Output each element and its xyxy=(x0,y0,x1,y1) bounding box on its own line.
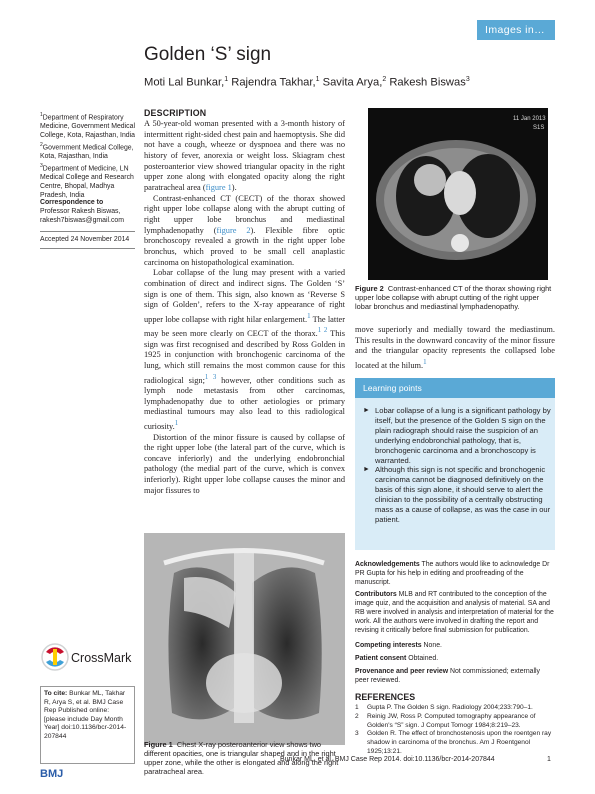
reference-item[interactable]: 1 Gupta P. The Golden S sign. Radiology 2004;233:790–1. xyxy=(355,704,533,711)
affiliations xyxy=(40,111,135,201)
svg-text:S1S: S1S xyxy=(533,125,545,131)
reference-item[interactable]: 2 Reinig JW, Ross P. Computed tomography appearance of Golden's “S” sign. J Comput Tomogr 1984;8:219–23. xyxy=(355,712,536,729)
footer-citation: Bunkar ML, et al. BMJ Case Rep 2014. doi:10.1136/bcr-2014-207844 xyxy=(280,756,495,763)
accepted-date: Accepted 24 November 2014 xyxy=(40,236,130,243)
section-banner: Images in… xyxy=(477,20,555,40)
figure-link[interactable]: figure 1 xyxy=(205,182,232,192)
acknowledgements: Acknowledgements The authors would like to acknowledge Dr PR Gupta for his help in editing and proofreading of the manuscript. xyxy=(355,561,550,586)
bullet-arrow-icon: ► xyxy=(363,466,370,474)
author-name[interactable]: Savita Arya, xyxy=(322,76,383,89)
citation-link[interactable]: 1 xyxy=(423,357,427,366)
page-number: 1 xyxy=(547,756,551,763)
affiliation-item: $^2$Government Medical College, Kota, Rajasthan, India xyxy=(40,142,134,161)
citation-link[interactable]: 1 xyxy=(174,419,179,428)
description-heading: DESCRIPTION xyxy=(144,108,207,118)
ct-scan-image xyxy=(368,108,548,280)
learning-points-heading: Learning points xyxy=(355,378,555,398)
author-name[interactable]: Moti Lal Bunkar, xyxy=(144,76,225,89)
figure2-caption: Figure 2 Contrast-enhanced CT of the thorax showing right upper lobe collapse with abrupt cutting of the right upper lobar bronchus and mediastinal lymphadenopathy. xyxy=(355,284,552,311)
paragraph: A 50-year-old woman presented with a 3-month history of intermittent right-sided chest pain and haemoptysis. She did not have a cough, wheeze or dyspnoea and there was no history of fever, anorexia or weight loss. Skiagram chest posteroanterior view showed triangular opacity in the right upper zone along with elongated opacity along the right paratracheal area (figure 1). xyxy=(144,119,345,192)
chest-xray-image xyxy=(144,533,345,745)
description-continued: move superiorly and medially toward the mediastinum. This results in the downward concavity of the minor fissure and the triangular opacity represents the collapsed lobe located at the hilum.$^1$ xyxy=(355,325,555,370)
figure-label: Figure 2 xyxy=(355,284,384,293)
patient-consent: Patient consent Obtained. xyxy=(355,655,439,662)
author-list xyxy=(144,76,470,89)
bullet-arrow-icon: ► xyxy=(363,407,370,414)
cite-heading: To cite: xyxy=(44,690,68,697)
references-list xyxy=(355,704,555,757)
citation-link[interactable]: 1 2 xyxy=(317,326,328,335)
correspondence-email[interactable]: rakesh7biswas@gmail.com xyxy=(40,216,124,224)
contributors: Contributors MLB and RT contributed to the conception of the image quiz, and the acquisition and analysis of material. SA and RB were involved in analysis and interpretation of material for the work. All the authors were involved in drafting the report and revising it critically before final submission for publication. xyxy=(355,591,554,634)
learning-points-list xyxy=(361,406,551,525)
paragraph: Lobar collapse of the lung may present with a varied combination of direct and indirect signs. The Golden ‘S’ sign is one of them. This sign, also known as ‘Reverse S sign of Golden’, refers to the X-ray appearance of right upper lobe collapse with right hilar enlargement.$^1$ The latter may be seen more clearly on CECT of the thorax.$^{1 2}$ This sign was first recognised and described by Ross Golden in 1925 in conjunction with bronchogenic carcinoma of the lung, which still remains the most common cause for this radiological sign;$^{1 3}$ however, other conditions such as lymph node metastasis from other carcinomas, lymphadenopathy due to other aetiologies or primary mediastinal tumours may also lead to this radiological curiosity.$^1$ xyxy=(144,268,345,431)
author-name[interactable]: Rakesh Biswas xyxy=(389,76,466,89)
citation-link[interactable]: 1 xyxy=(307,311,311,320)
author-affiliation-mark: 2 xyxy=(382,76,387,83)
author-affiliation-mark: 1 xyxy=(224,76,229,83)
reference-item[interactable]: 3 Golden R. The effect of bronchostenosis upon the roentgen ray shadow in carcinoma of the bronchus. Am J Roentgenol 1925;13:21. xyxy=(355,730,552,755)
learning-point: ► Although this sign is not specific and bronchogenic carcinoma cannot be diagnosed definitively on the basis of this sign alone, it should serve to alert the clinician to the possibility of a centrally obstructing mass as a cause of collapse, as was the case in our patient. xyxy=(363,465,551,524)
description-text xyxy=(144,119,345,496)
crossmark-icon xyxy=(40,640,135,674)
svg-text:11 Jan 2013: 11 Jan 2013 xyxy=(513,116,546,122)
figure-link[interactable]: figure 2 xyxy=(216,225,251,235)
author-affiliation-mark: 3 xyxy=(465,76,470,83)
ct-image xyxy=(368,108,548,280)
divider xyxy=(40,248,135,249)
paragraph: Contrast-enhanced CT (CECT) of the thorax showed right upper lobe collapse along with the abrupt cutting of right upper lobe bronchus and mediastinal lymphadenopathy (figure 2). Flexible fibre optic bronchoscopy revealed a growth in the right upper lobe bronchus, which proved to be small cell anaplastic carcinoma on histopathological examination. xyxy=(144,193,345,267)
learning-point: ► Lobar collapse of a lung is a significant pathology by itself, but the presence of the Golden S sign on the plain radiograph should raise the suspicion of an underlying endobronchial pathology, that is, bronchogenic carcinoma and a bronchoscopy is warranted. xyxy=(363,406,551,465)
cite-box xyxy=(40,686,135,764)
affiliation-item: $^3$Department of Medicine, LN Medical College and Research Centre, Bhopal, Madhya Pradesh, India xyxy=(40,163,134,200)
correspondence-heading: Correspondence to xyxy=(40,199,104,206)
bmj-logo[interactable]: BMJ xyxy=(40,768,64,780)
provenance: Provenance and peer review Not commissioned; externally peer reviewed. xyxy=(355,668,540,684)
article-title: Golden ‘S’ sign xyxy=(144,44,272,65)
correspondence-name: Professor Rakesh Biswas, xyxy=(40,207,121,215)
cite-text: Bunkar ML, Takhar R, Arya S, et al. BMJ Case Rep Published online: [please include Day Month Year] doi:10.1136/bcr-2014-207844 xyxy=(44,690,127,740)
correspondence xyxy=(40,199,135,226)
figure-label: Figure 1 xyxy=(144,740,173,749)
figure1-caption: Figure 1 Chest X-ray posteroanterior view shows two different opacities, one is triangular shaped and in the right upper zone, while the other is elongated and along the right paratracheal area. xyxy=(144,740,339,776)
author-affiliation-mark: 1 xyxy=(315,76,320,83)
citation-link[interactable]: 1 3 xyxy=(204,372,217,381)
references-heading: REFERENCES xyxy=(355,692,416,702)
affiliation-item: $^1$Department of Respiratory Medicine, Government Medical College, Kota, Rajasthan, India xyxy=(40,112,135,140)
crossmark-logo[interactable] xyxy=(40,640,135,674)
xray-image xyxy=(144,533,345,745)
divider xyxy=(40,231,135,232)
author-name[interactable]: Rajendra Takhar, xyxy=(231,76,316,89)
competing-interests: Competing interests None. xyxy=(355,642,442,649)
svg-text:CrossMark: CrossMark xyxy=(71,651,132,665)
paragraph: Distortion of the minor fissure is caused by collapse of the right upper lobe (the lateral part of the curve, which is concave inferiorly) and the underlying endobronchial pathology (the medial part of the curve, which is convex inferiorly). Right upper lobe collapse causes the minor and major fissures to xyxy=(144,432,345,495)
